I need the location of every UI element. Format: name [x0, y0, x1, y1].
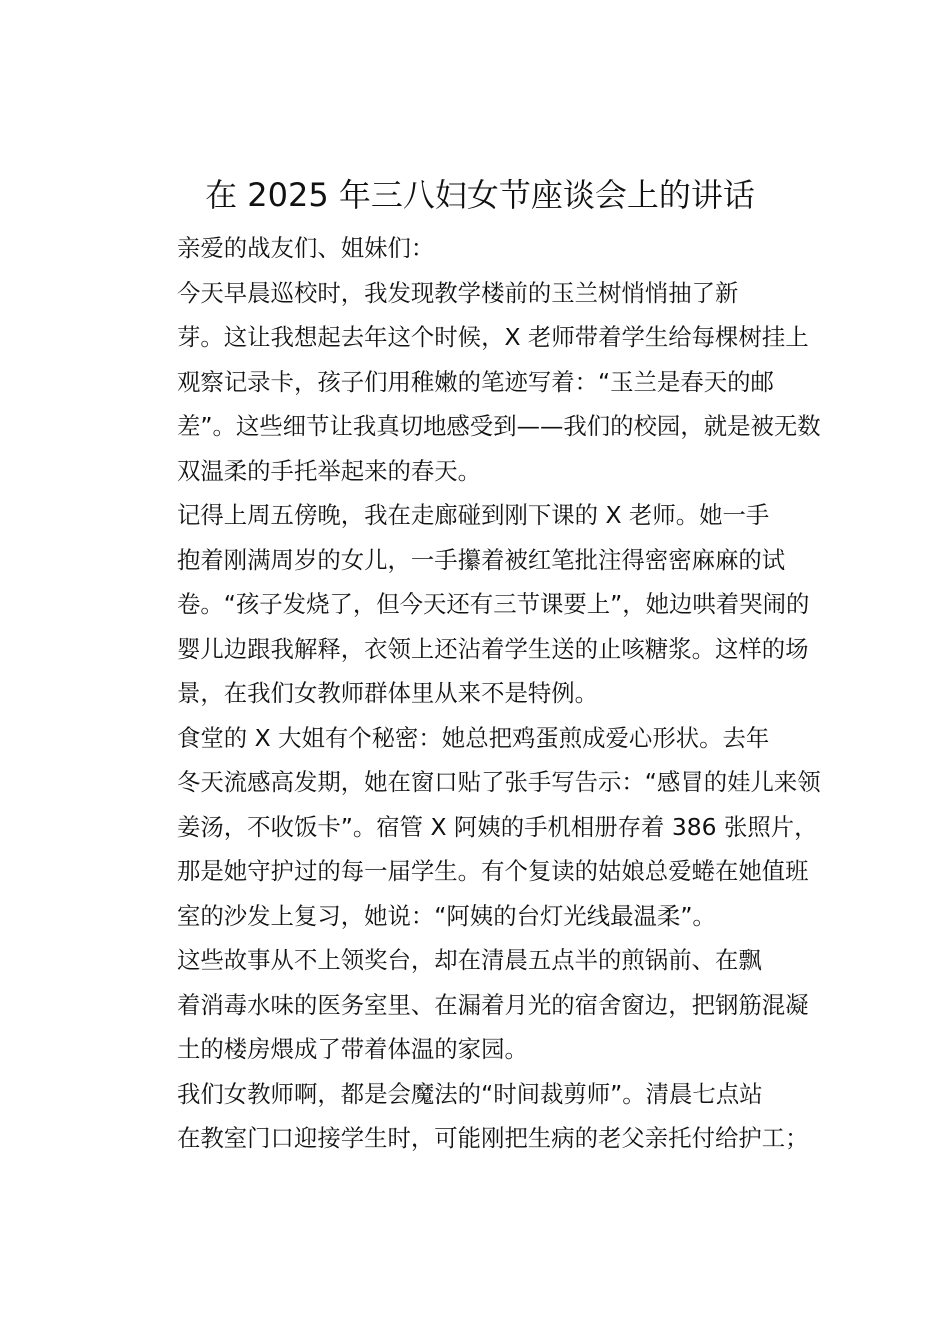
paragraph-magnolia — [127, 271, 833, 494]
text-line: 这些故事从不上领奖台，却在清晨五点半的煎锅前、在飘 — [177, 946, 762, 974]
paragraph-teacher-story — [127, 493, 833, 716]
text-line: 双温柔的手托举起来的春天。 — [177, 456, 482, 485]
document-title: 在 2025 年三八妇女节座谈会上的讲话 — [205, 176, 755, 214]
text-line: 在教室门口迎接学生时，可能刚把生病的老父亲托付给护工； — [177, 1124, 809, 1152]
text-line: 那是她守护过的每一届学生。有个复读的姑娘总爱蜷在她值班 — [177, 857, 809, 885]
text-line: 着消毒水味的医务室里、在漏着月光的宿舍窗边，把钢筋混凝 — [177, 990, 809, 1019]
text-line: 今天早晨巡校时，我发现教学楼前的玉兰树悄悄抽了新 — [177, 278, 739, 307]
text-line: 室的沙发上复习，她说：“阿姨的台灯光线最温柔”。 — [177, 901, 716, 930]
text-line: 姜汤，不收饭卡”。宿管 X 阿姨的手机相册存着 386 张照片， — [177, 812, 818, 841]
text-line: 抱着刚满周岁的女儿，一手攥着被红笔批注得密密麻麻的试 — [177, 545, 786, 574]
text-line: 亲爱的战友们、姐妹们： — [177, 234, 435, 262]
text-line: 土的楼房煨成了带着体温的家园。 — [177, 1035, 528, 1063]
document-body — [127, 226, 833, 1161]
text-line: 我们女教师啊，都是会魔法的“时间裁剪师”。清晨七点站 — [177, 1079, 763, 1108]
paragraph-canteen-story — [127, 716, 833, 939]
paragraph-greeting — [127, 226, 833, 271]
text-line: 卷。“孩子发烧了，但今天还有三节课要上”，她边哄着哭闹的 — [177, 590, 810, 618]
text-line: 芽。这让我想起去年这个时候，X 老师带着学生给每棵树挂上 — [177, 323, 809, 351]
text-line: 景，在我们女教师群体里从来不是特例。 — [177, 679, 599, 707]
text-line: 观察记录卡，孩子们用稚嫩的笔迹写着：“玉兰是春天的邮 — [177, 367, 774, 396]
text-line: 食堂的 X 大姐有个秘密：她总把鸡蛋煎成爱心形状。去年 — [177, 723, 770, 752]
text-line: 冬天流感高发期，她在窗口贴了张手写告示：“感冒的娃儿来领 — [177, 768, 821, 796]
paragraph-time-tailors — [127, 1072, 833, 1161]
text-line: 记得上周五傍晚，我在走廊碰到刚下课的 X 老师。她一手 — [177, 501, 770, 529]
text-line: 差”。这些细节让我真切地感受到——我们的校园，就是被无数 — [177, 412, 821, 440]
text-line: 婴儿边跟我解释，衣领上还沾着学生送的止咳糖浆。这样的场 — [177, 634, 809, 663]
paragraph-stories-summary — [127, 938, 833, 1072]
